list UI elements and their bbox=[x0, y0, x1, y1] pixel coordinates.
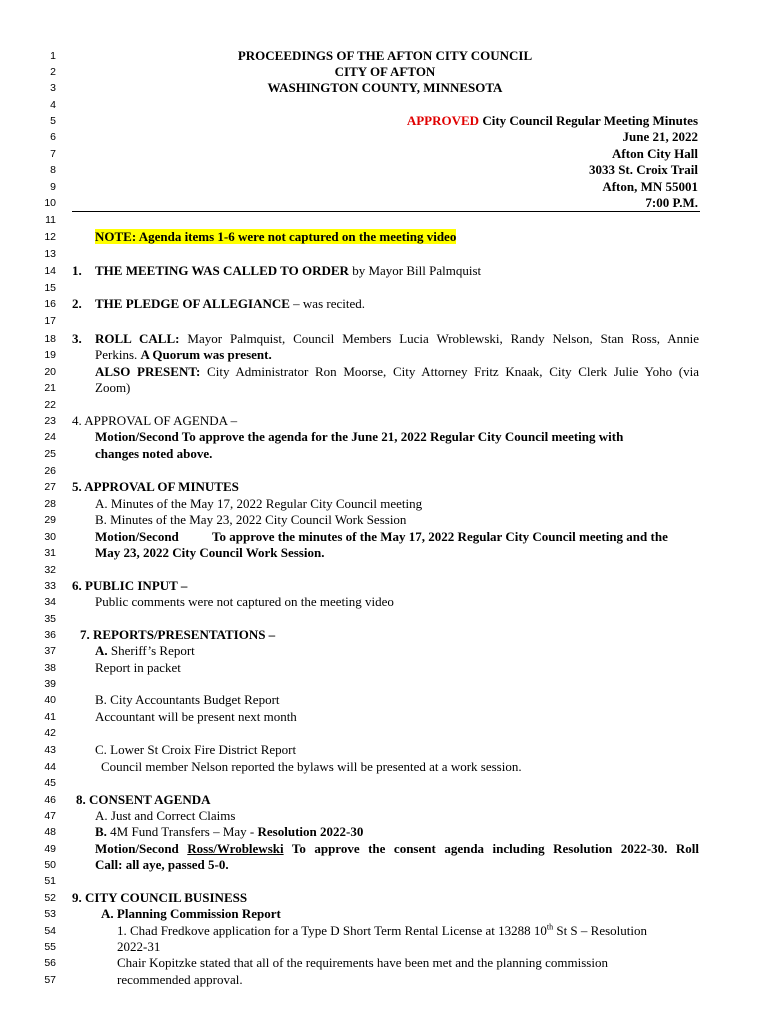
item-7-c: C. Lower St Croix Fire District Report bbox=[95, 742, 297, 757]
line-number: 45 bbox=[44, 777, 56, 789]
item-7-c-note: Council member Nelson reported the bylaws will be presented at a work session. bbox=[101, 759, 522, 774]
item-5-heading: 5. APPROVAL OF MINUTES bbox=[72, 479, 239, 494]
item-4-motion-1: Motion/Second To approve the agenda for the June 21, 2022 Regular City Council meeting with bbox=[95, 429, 624, 444]
item-5-motion-2: May 23, 2022 City Council Work Session. bbox=[95, 545, 325, 560]
line-number: 14 bbox=[44, 265, 56, 277]
line-number: 10 bbox=[44, 197, 56, 209]
line-number: 57 bbox=[44, 974, 56, 986]
line-number-row bbox=[0, 97, 770, 113]
item-9-p3: recommended approval. bbox=[117, 972, 243, 987]
line-number-row bbox=[0, 463, 770, 479]
item-9-a: A. Planning Commission Report bbox=[101, 906, 281, 921]
line-number: 43 bbox=[44, 744, 56, 756]
item-6-text: Public comments were not captured on the meeting video bbox=[95, 594, 394, 609]
line-number: 7 bbox=[50, 148, 56, 160]
line-number: 13 bbox=[44, 248, 56, 260]
line-number: 18 bbox=[44, 333, 56, 345]
line-number: 6 bbox=[50, 131, 56, 143]
line-number: 22 bbox=[44, 399, 56, 411]
line-number: 36 bbox=[44, 629, 56, 641]
line-number: 19 bbox=[44, 349, 56, 361]
line-number: 3 bbox=[50, 82, 56, 94]
line-number: 9 bbox=[50, 181, 56, 193]
minutes-title: APPROVED City Council Regular Meeting Minutes bbox=[406, 113, 698, 128]
line-number: 21 bbox=[44, 382, 56, 394]
line-number: 29 bbox=[44, 514, 56, 526]
line-number: 40 bbox=[44, 694, 56, 706]
meeting-time: 7:00 P.M. bbox=[645, 195, 698, 210]
item-8-motion-2: Call: all aye, passed 5-0. bbox=[95, 857, 229, 872]
also-present-line-2: Zoom) bbox=[95, 380, 131, 395]
line-number: 47 bbox=[44, 810, 56, 822]
line-number-row bbox=[0, 397, 770, 413]
line-number: 37 bbox=[44, 645, 56, 657]
line-number: 15 bbox=[44, 282, 56, 294]
roll-call-line-2: Perkins. A Quorum was present. bbox=[95, 347, 272, 362]
item-8-b: B. 4M Fund Transfers – May - Resolution 2022-30 bbox=[95, 824, 364, 839]
council-title: PROCEEDINGS OF THE AFTON CITY COUNCIL bbox=[237, 48, 533, 63]
line-number: 1 bbox=[50, 50, 56, 62]
line-number: 50 bbox=[44, 859, 56, 871]
item-1: 1. bbox=[72, 263, 82, 278]
line-number: 51 bbox=[44, 875, 56, 887]
line-number-row bbox=[0, 611, 770, 627]
item-8-motion-1: Motion/Second Ross/Wroblewski To approve the consent agenda including Resolution 2022-30. Roll bbox=[95, 841, 699, 856]
line-number-row bbox=[0, 313, 770, 329]
item-2: 2. bbox=[72, 296, 82, 311]
line-number: 55 bbox=[44, 941, 56, 953]
line-number: 11 bbox=[45, 214, 56, 226]
line-number: 20 bbox=[44, 366, 56, 378]
line-number: 17 bbox=[44, 315, 56, 327]
line-number-row bbox=[0, 562, 770, 578]
line-number: 24 bbox=[44, 431, 56, 443]
item-3: 3. bbox=[72, 331, 82, 346]
line-number: 26 bbox=[44, 465, 56, 477]
line-number: 35 bbox=[44, 613, 56, 625]
line-number: 48 bbox=[44, 826, 56, 838]
item-8-heading: 8. CONSENT AGENDA bbox=[76, 792, 211, 807]
motion-names: Ross/Wroblewski bbox=[187, 841, 284, 856]
item-7-b: B. City Accountants Budget Report bbox=[95, 692, 280, 707]
line-number: 30 bbox=[44, 531, 56, 543]
line-number: 52 bbox=[44, 892, 56, 904]
item-5-motion-1: To approve the minutes of the May 17, 2022 Regular City Council meeting and the bbox=[212, 529, 668, 544]
line-number: 25 bbox=[44, 448, 56, 460]
item-7-b-note: Accountant will be present next month bbox=[95, 709, 297, 724]
line-number: 27 bbox=[44, 481, 56, 493]
item-9-heading: 9. CITY COUNCIL BUSINESS bbox=[72, 890, 248, 905]
line-number: 54 bbox=[44, 925, 56, 937]
line-number-row bbox=[0, 246, 770, 262]
city-title: CITY OF AFTON bbox=[334, 64, 436, 79]
meeting-location: Afton City Hall bbox=[612, 146, 698, 161]
line-number: 23 bbox=[44, 415, 56, 427]
item-7-a: A. Sheriff’s Report bbox=[95, 643, 195, 658]
also-present-line-1: ALSO PRESENT: City Administrator Ron Moorse, City Attorney Fritz Knaak, City Clerk Julie Yoho (via bbox=[95, 364, 699, 379]
line-number: 28 bbox=[44, 498, 56, 510]
line-number-row bbox=[0, 939, 770, 955]
line-number: 42 bbox=[44, 727, 56, 739]
line-number: 38 bbox=[44, 662, 56, 674]
item-1-text: THE MEETING WAS CALLED TO ORDER by Mayor Bill Palmquist bbox=[95, 263, 482, 278]
line-number-row bbox=[0, 775, 770, 791]
item-5-a: A. Minutes of the May 17, 2022 Regular City Council meeting bbox=[95, 496, 423, 511]
video-note: NOTE: Agenda items 1-6 were not captured on the meeting video bbox=[95, 229, 457, 244]
line-number-row bbox=[0, 725, 770, 741]
item-5-motion-label: Motion/Second bbox=[95, 529, 179, 544]
line-number-row bbox=[0, 972, 770, 988]
item-9-p1: 1. Chad Fredkove application for a Type D Short Term Rental License at 13288 10th St S – Resolution bbox=[117, 922, 648, 938]
line-number: 49 bbox=[44, 843, 56, 855]
roll-call-line-1: ROLL CALL: Mayor Palmquist, Council Members Lucia Wroblewski, Randy Nelson, Stan Ross, Annie bbox=[95, 331, 699, 346]
line-number: 32 bbox=[44, 564, 56, 576]
county-title: WASHINGTON COUNTY, MINNESOTA bbox=[267, 80, 503, 95]
line-number: 44 bbox=[44, 761, 56, 773]
line-number-row bbox=[0, 676, 770, 692]
line-number: 33 bbox=[44, 580, 56, 592]
line-number: 39 bbox=[44, 678, 56, 690]
meeting-address: 3033 St. Croix Trail bbox=[588, 162, 698, 177]
item-5-b: B. Minutes of the May 23, 2022 City Council Work Session bbox=[95, 512, 407, 527]
line-number: 34 bbox=[44, 596, 56, 608]
line-number: 12 bbox=[44, 231, 56, 243]
line-number: 46 bbox=[44, 794, 56, 806]
approved-label: APPROVED bbox=[406, 113, 480, 128]
line-number-row bbox=[0, 212, 770, 228]
item-8-a: A. Just and Correct Claims bbox=[95, 808, 236, 823]
item-4-heading: 4. APPROVAL OF AGENDA – bbox=[72, 413, 238, 428]
item-6-heading: 6. PUBLIC INPUT – bbox=[72, 578, 188, 593]
meeting-date: June 21, 2022 bbox=[622, 129, 698, 144]
line-number: 16 bbox=[44, 298, 56, 310]
line-number: 8 bbox=[50, 164, 56, 176]
item-9-p1-cont: 2022-31 bbox=[117, 939, 161, 954]
line-number: 2 bbox=[50, 66, 56, 78]
header-divider bbox=[72, 211, 700, 212]
item-2-text: THE PLEDGE OF ALLEGIANCE – was recited. bbox=[95, 296, 366, 311]
item-4-motion-2: changes noted above. bbox=[95, 446, 213, 461]
line-number-row bbox=[0, 873, 770, 889]
line-number: 56 bbox=[44, 957, 56, 969]
item-7-heading: 7. REPORTS/PRESENTATIONS – bbox=[80, 627, 276, 642]
line-number: 31 bbox=[44, 547, 56, 559]
line-number: 53 bbox=[44, 908, 56, 920]
line-number: 5 bbox=[50, 115, 56, 127]
item-7-a-note: Report in packet bbox=[95, 660, 181, 675]
item-9-p2: Chair Kopitzke stated that all of the requirements have been met and the planning commission bbox=[117, 955, 608, 970]
line-number: 41 bbox=[44, 711, 56, 723]
meeting-city: Afton, MN 55001 bbox=[602, 179, 698, 194]
line-number-row bbox=[0, 280, 770, 296]
line-number: 4 bbox=[50, 99, 56, 111]
